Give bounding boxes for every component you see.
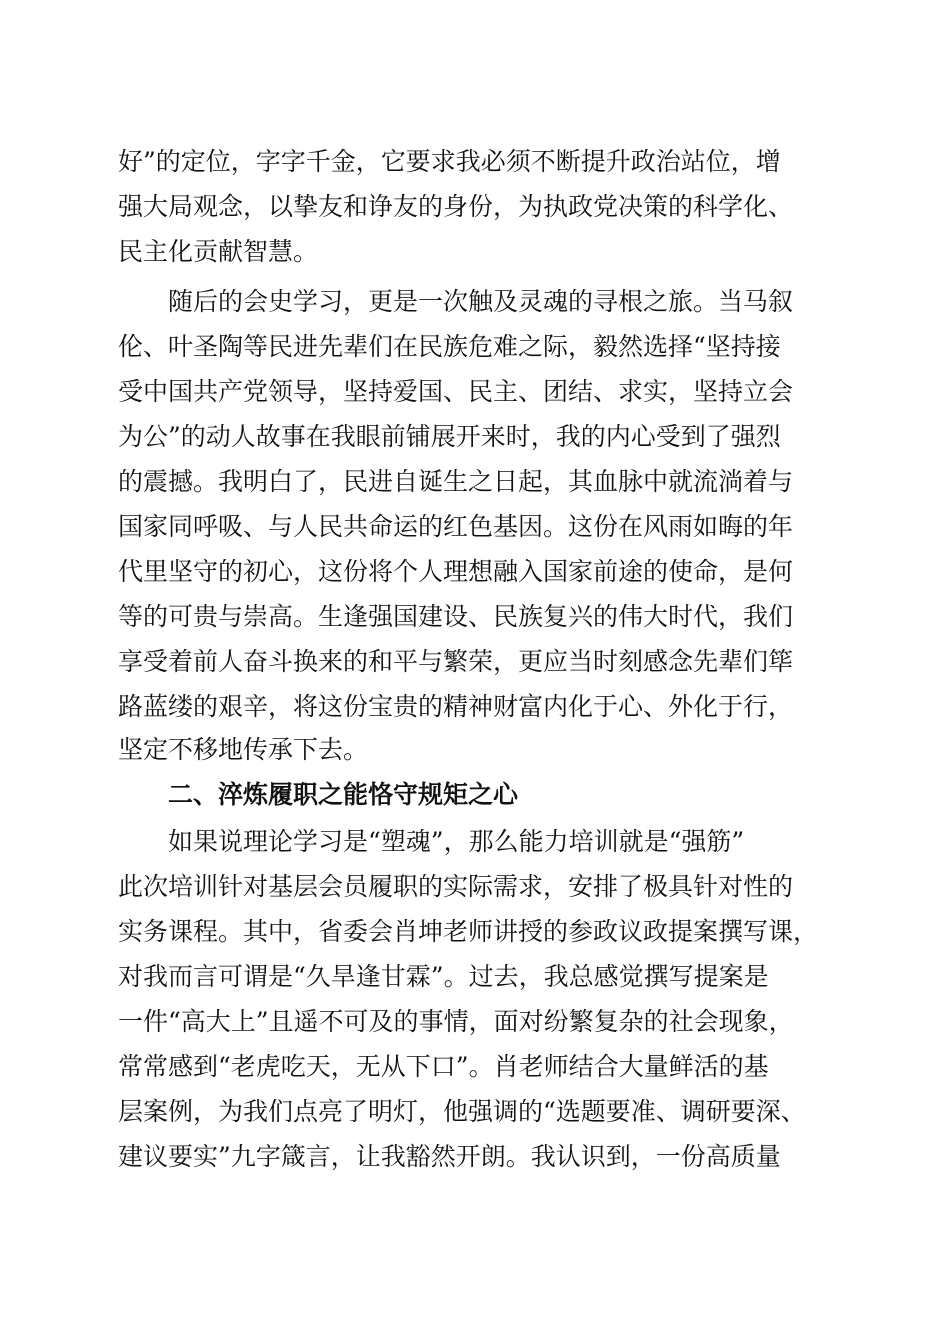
text-line: 伦、叶圣陶等民进先辈们在民族危难之际，毅然选择“坚持接: [118, 332, 781, 361]
text-line: 好”的定位，字字千金，它要求我必须不断提升政治站位，增: [118, 147, 781, 176]
text-line: 等的可贵与崇高。生逢强国建设、民族复兴的伟大时代，我们: [118, 602, 794, 631]
text-line: 此次培训针对基层会员履职的实际需求，安排了极具针对性的: [118, 872, 794, 901]
text-line: 受中国共产党领导，坚持爱国、民主、团结、求实，坚持立会: [118, 377, 794, 406]
text-line: 代里坚守的初心，这份将个人理想融入国家前途的使命，是何: [118, 557, 794, 586]
text-line: 民主化贡献智慧。: [118, 237, 319, 266]
paragraph-start-line: 如果说理论学习是“塑魂”，那么能力培训就是“强筋”: [118, 827, 745, 856]
text-line: 强大局观念，以挚友和诤友的身份，为执政党决策的科学化、: [118, 192, 794, 221]
text-line: 常常感到“老虎吃天，无从下口”。肖老师结合大量鲜活的基: [118, 1052, 769, 1081]
text-line: 坚定不移地传承下去。: [118, 735, 369, 764]
text-line: 路蓝缕的艰辛，将这份宝贵的精神财富内化于心、外化于行，: [118, 692, 794, 721]
text-line: 对我而言可谓是“久旱逢甘霖”。过去，我总感觉撰写提案是: [118, 962, 769, 991]
text-line: 为公”的动人故事在我眼前铺展开来时，我的内心受到了强烈: [118, 422, 781, 451]
text-line: 建议要实”九字箴言，让我豁然开朗。我认识到，一份高质量: [118, 1142, 781, 1171]
text-line: 层案例，为我们点亮了明灯，他强调的“选题要准、调研要深、: [118, 1097, 806, 1126]
section-heading: 二、淬炼履职之能恪守规矩之心: [118, 780, 519, 809]
text-line: 一件“高大上”且遥不可及的事情，面对纷繁复杂的社会现象，: [118, 1007, 794, 1036]
text-line: 实务课程。其中，省委会肖坤老师讲授的参政议政提案撰写课，: [118, 917, 819, 946]
text-line: 国家同呼吸、与人民共命运的红色基因。这份在风雨如晦的年: [118, 512, 794, 541]
text-line: 享受着前人奋斗换来的和平与繁荣，更应当时刻感念先辈们筚: [118, 647, 794, 676]
paragraph-start-line: 随后的会史学习，更是一次触及灵魂的寻根之旅。当马叙: [118, 287, 794, 316]
text-line: 的震撼。我明白了，民进自诞生之日起，其血脉中就流淌着与: [118, 467, 794, 496]
